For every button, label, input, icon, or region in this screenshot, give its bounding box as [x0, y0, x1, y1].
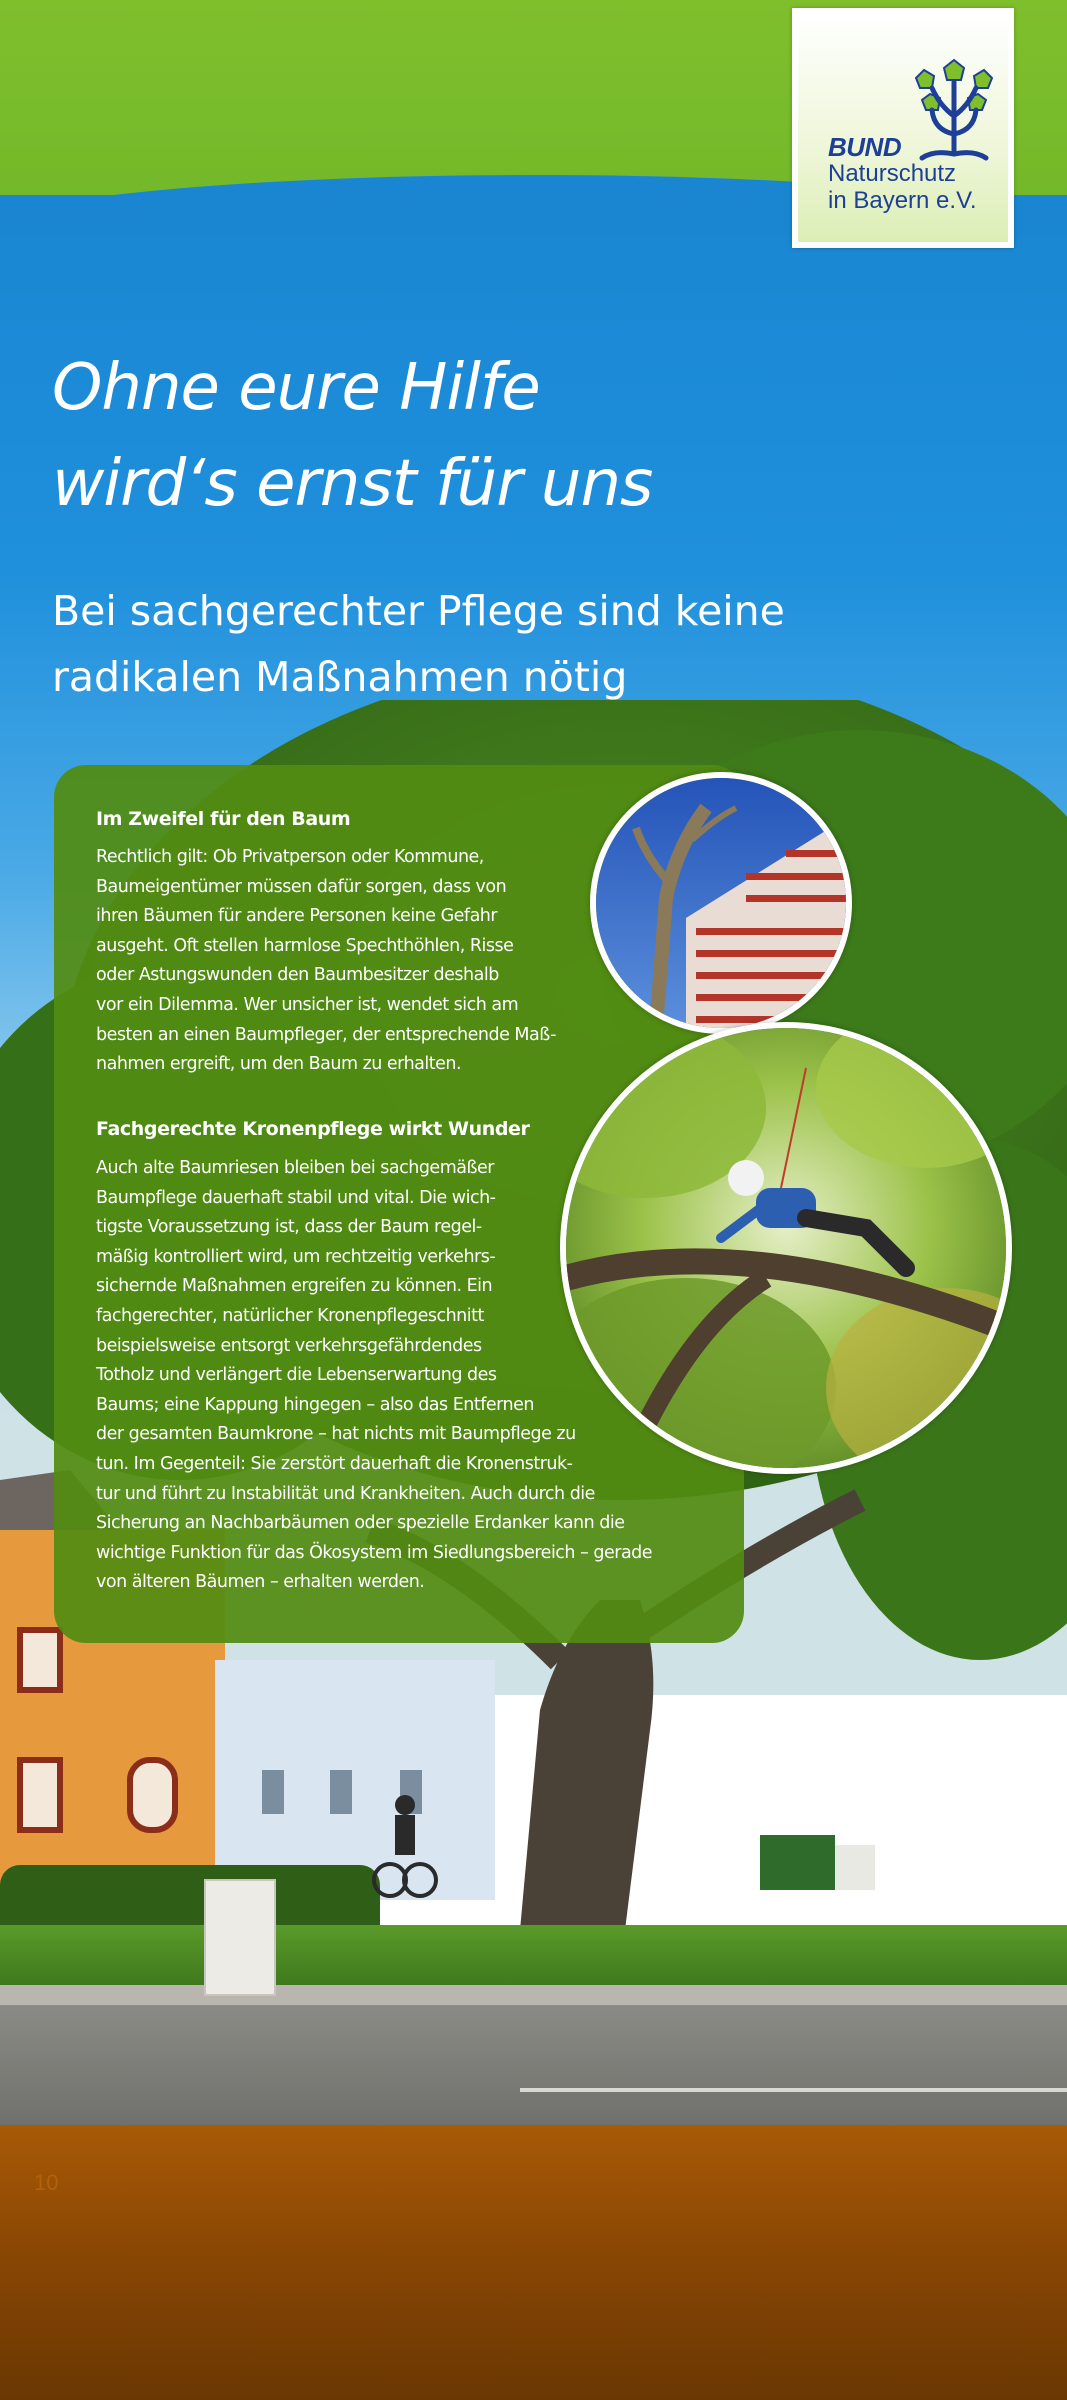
section-2-line: der gesamten Baumkrone – hat nichts mit Baumpflege zu: [96, 1424, 576, 1445]
cut-tree-photo: [590, 772, 852, 1034]
section-1-line: besten an einen Baumpfleger, der entsprechende Maß-: [96, 1024, 556, 1045]
arborist-photo: [560, 1022, 1012, 1474]
logo-naturschutz-text: Naturschutz: [828, 160, 957, 187]
subheadline-line-1: Bei sachgerechter Pflege sind keine: [52, 587, 785, 635]
section-2-line: wichtige Funktion für das Ökosystem im Siedlungsbereich – gerade: [96, 1542, 653, 1563]
section-2-line: Baums; eine Kappung hingegen – also das Entfernen: [96, 1394, 534, 1415]
section-2-line: mäßig kontrolliert wird, um rechtzeitig verkehrs-: [96, 1246, 496, 1267]
section-2-title: Fachgerechte Kronenpflege wirkt Wunder: [96, 1118, 530, 1140]
tree-logo-icon: [904, 54, 1004, 162]
section-1-line: nahmen ergreift, um den Baum zu erhalten.: [96, 1054, 462, 1075]
headline-line-2: wird‘s ernst für uns: [52, 447, 653, 521]
subheadline: [52, 578, 952, 710]
section-1-line: ausgeht. Oft stellen harmlose Spechthöhlen, Risse: [96, 935, 514, 956]
logo-bayern-text: in Bayern e.V.: [828, 187, 977, 214]
section-1-line: Rechtlich gilt: Ob Privatperson oder Kommune,: [96, 847, 484, 867]
section-2-line: beispielsweise entsorgt verkehrsgefährdendes: [96, 1335, 482, 1356]
section-2-line: fachgerechter, natürlicher Kronenpflegeschnitt: [96, 1305, 484, 1326]
bottom-brown-band: [0, 2125, 1067, 2400]
section-2-line: sichernde Maßnahmen ergreifen zu können. Ein: [96, 1276, 493, 1297]
section-2-line: Auch alte Baumriesen bleiben bei sachgemäßer: [96, 1158, 494, 1178]
section-1-line: oder Astungswunden den Baumbesitzer deshalb: [96, 965, 499, 986]
logo-panel: [798, 14, 1008, 242]
page-number: 10: [34, 2170, 59, 2195]
logo-bund-text: BUND: [828, 132, 902, 162]
section-1-line: Baumeigentümer müssen dafür sorgen, dass von: [96, 876, 507, 897]
section-2-line: Baumpflege dauerhaft stabil und vital. Die wich-: [96, 1187, 496, 1208]
section-1-line: vor ein Dilemma. Wer unsicher ist, wendet sich am: [96, 994, 519, 1015]
section-2-line: tigste Voraussetzung ist, dass der Baum regel-: [96, 1217, 482, 1238]
section-2-line: Sicherung an Nachbarbäumen oder spezielle Erdanker kann die: [96, 1513, 625, 1534]
section-2-line: tun. Im Gegenteil: Sie zerstört dauerhaft die Kronenstruk-: [96, 1453, 573, 1474]
headline-line-1: Ohne eure Hilfe: [52, 351, 540, 425]
section-2-line: Totholz und verlängert die Lebenserwartung des: [96, 1365, 497, 1386]
section-1-body: [96, 843, 556, 1080]
section-1-line: ihren Bäumen für andere Personen keine Gefahr: [96, 906, 498, 927]
subheadline-line-2: radikalen Maßnahmen nötig: [52, 653, 628, 701]
bund-logo: [792, 8, 1014, 248]
headline: [52, 340, 952, 532]
section-2-line: tur und führt zu Instabilität und Krankheiten. Auch durch die: [96, 1483, 595, 1504]
section-2-line: von älteren Bäumen – erhalten werden.: [96, 1572, 425, 1593]
section-1-title: Im Zweifel für den Baum: [96, 808, 351, 830]
